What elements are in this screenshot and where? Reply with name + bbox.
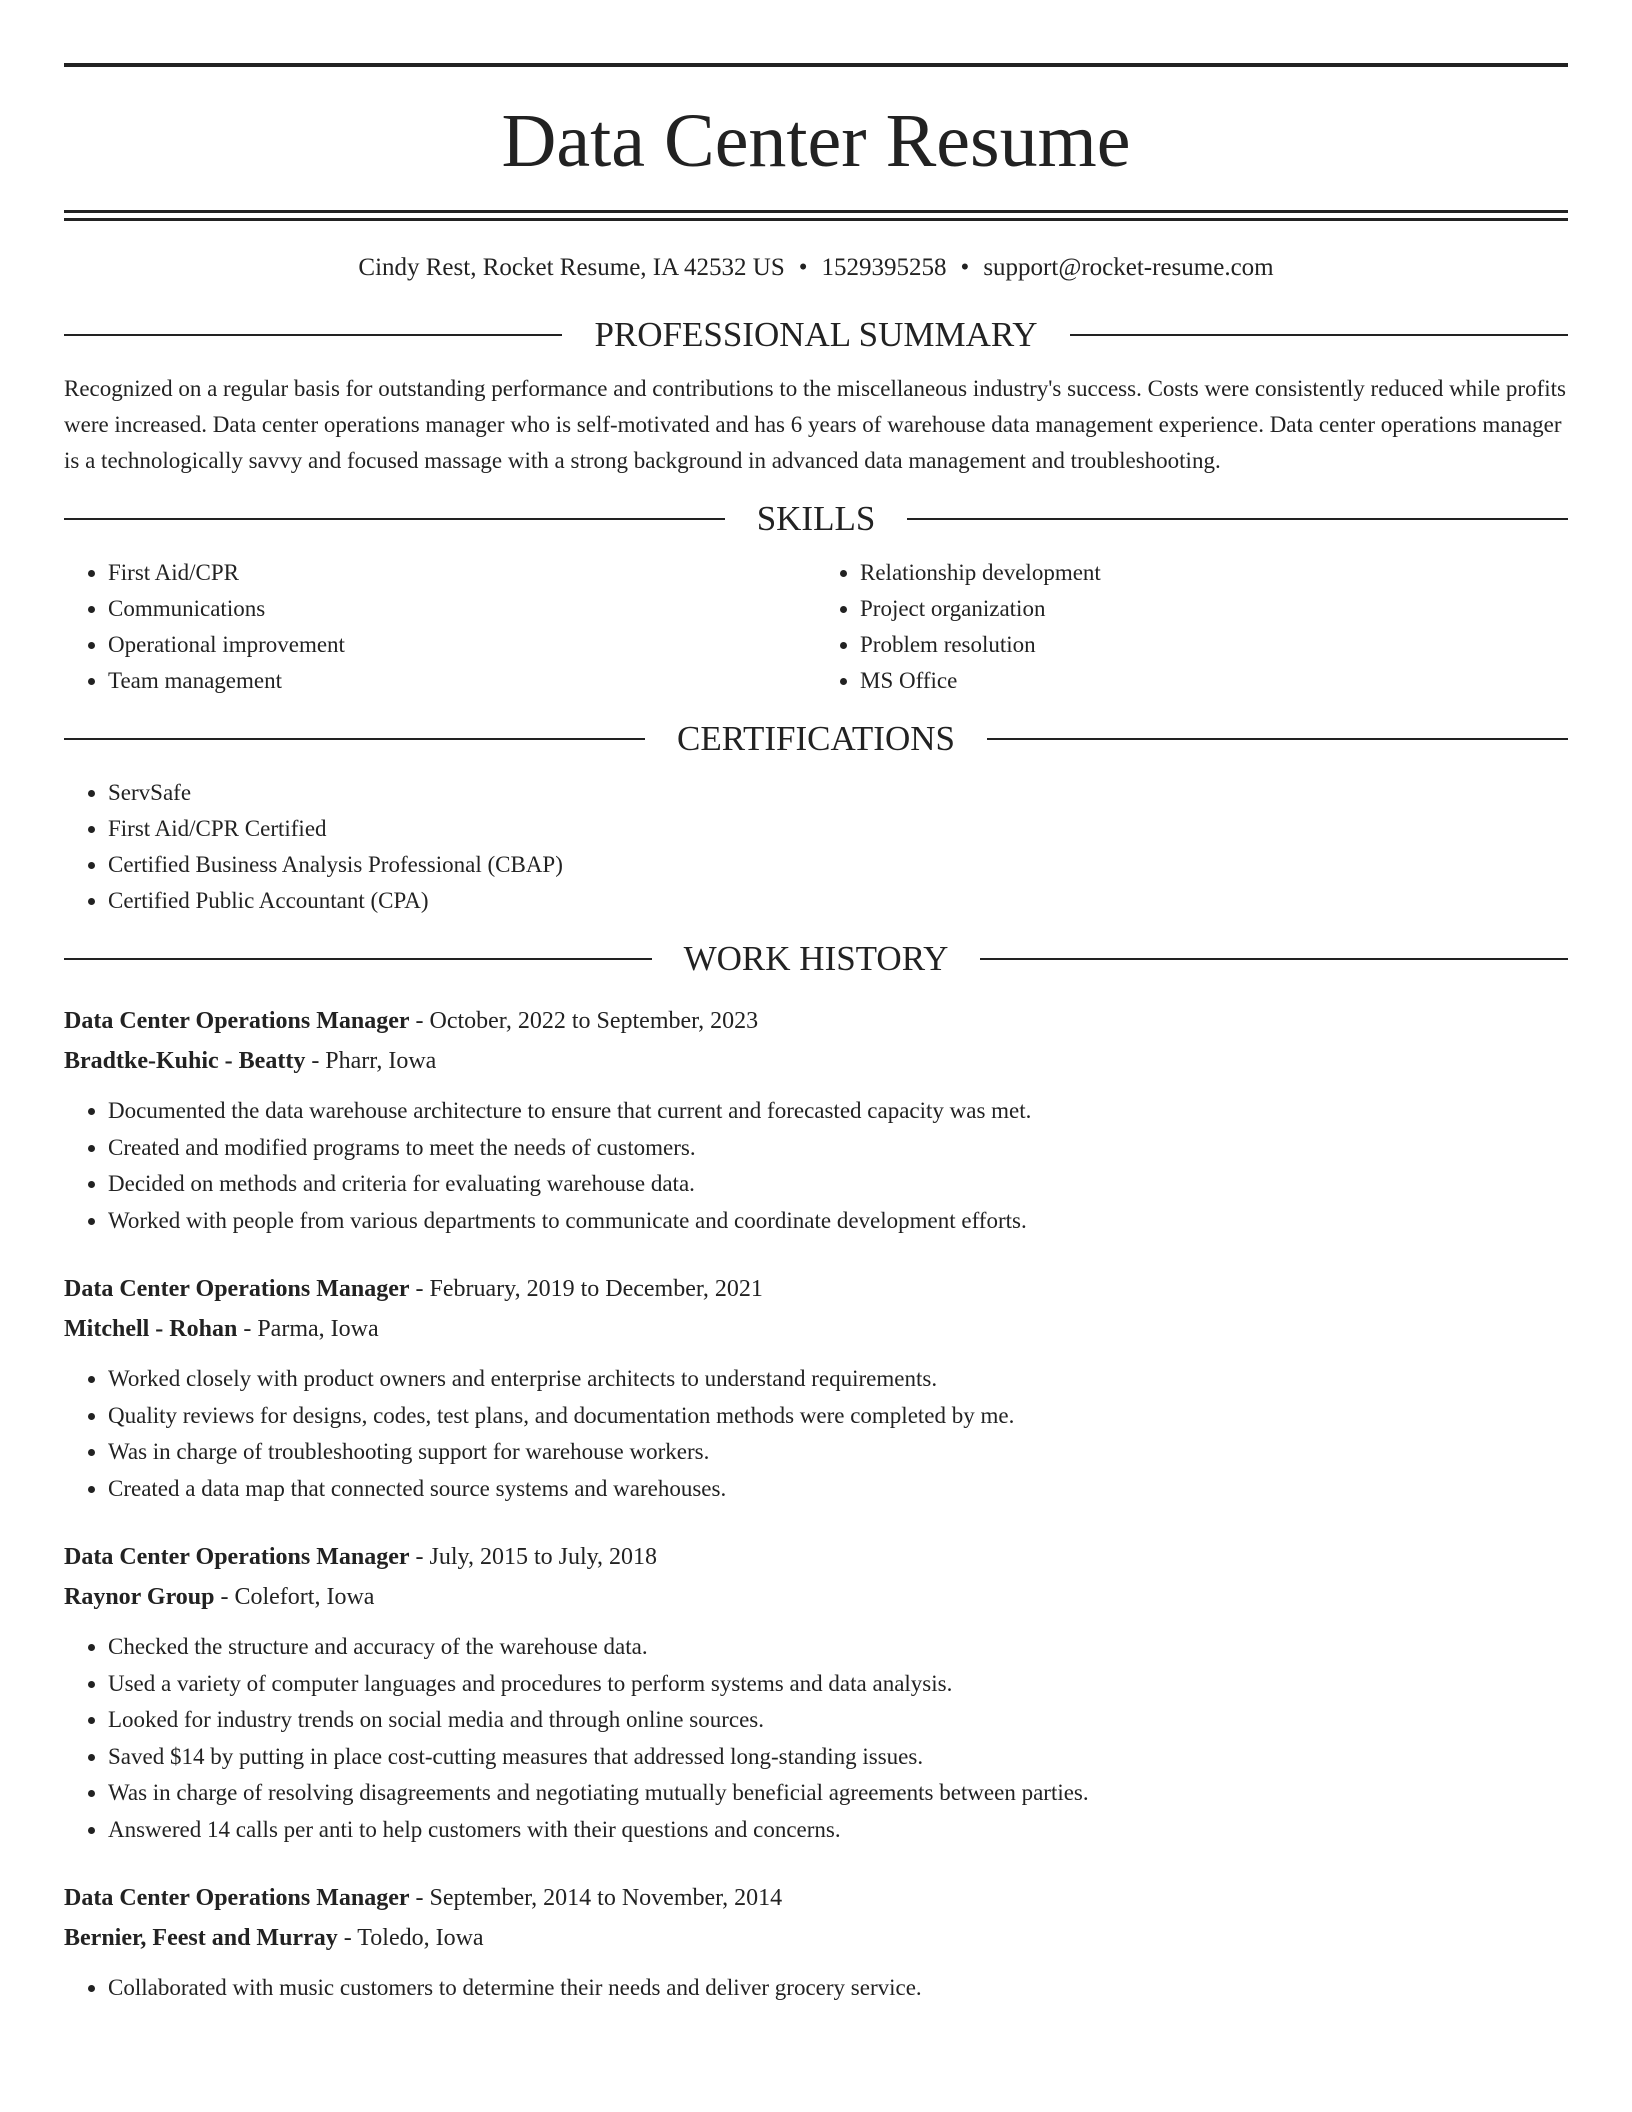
contact-separator: • [798,254,808,281]
skill-item: • Team management [108,663,816,699]
section-heading-work-history [64,937,1568,981]
document-title: Data Center Resume [501,99,1131,183]
contact-separator: • [960,254,970,281]
job-bullet: • Used a variety of computer languages and procedures to perform systems and data analysis. [108,1666,1568,1703]
job-entry [64,1269,1568,1507]
job-title-line [64,1537,1568,1577]
job-bullet: • Quality reviews for designs, codes, test plans, and documentation methods were completed by me. [108,1398,1568,1435]
contact-phone: 1529395258 [821,254,947,281]
job-location: - Parma, Iowa [237,1316,379,1342]
heading-rule-left [64,958,652,960]
job-bullets [64,1629,1568,1848]
skill-item: • Communications [108,591,816,627]
contact-address: Cindy Rest, Rocket Resume, IA 42532 US [358,254,785,281]
skill-item: • Relationship development [860,555,1568,591]
job-bullet: • Answered 14 calls per anti to help customers with their questions and concerns. [108,1812,1568,1849]
skill-item: • Project organization [860,591,1568,627]
heading-rule-right [1070,334,1568,336]
skills-list [64,555,1568,699]
job-company-line [64,1918,1568,1958]
certifications-list [64,775,1568,919]
section-heading-skills [64,497,1568,541]
job-title: Data Center Operations Manager [64,1008,410,1034]
skills-column-right [816,555,1568,699]
section-title: SKILLS [756,499,876,538]
job-dates: - October, 2022 to September, 2023 [409,1008,759,1034]
heading-rule-right [980,958,1568,960]
section-title: WORK HISTORY [683,939,949,978]
top-rule [64,63,1568,67]
skill-item: • Operational improvement [108,627,816,663]
job-company: Bernier, Feest and Murray [64,1925,338,1951]
section-title: PROFESSIONAL SUMMARY [594,315,1038,354]
skill-item: • MS Office [860,663,1568,699]
job-company: Bradtke-Kuhic - Beatty [64,1048,306,1074]
title-double-rule [64,210,1568,221]
skill-item: • First Aid/CPR [108,555,816,591]
job-bullet: • Collaborated with music customers to determine their needs and deliver grocery service. [108,1970,1568,2007]
job-entry [64,1878,1568,2007]
job-bullet: • Was in charge of troubleshooting support for warehouse workers. [108,1434,1568,1471]
job-entry [64,1537,1568,1848]
contact-email: support@rocket-resume.com [983,254,1274,281]
job-bullet: • Documented the data warehouse architecture to ensure that current and forecasted capacity was met. [108,1093,1568,1130]
certification-item: • First Aid/CPR Certified [108,811,1568,847]
job-bullet: • Decided on methods and criteria for evaluating warehouse data. [108,1166,1568,1203]
job-bullets [64,1361,1568,1507]
section-title: CERTIFICATIONS [677,719,955,758]
section-heading-summary [64,313,1568,357]
job-title-line [64,1878,1568,1918]
job-dates: - February, 2019 to December, 2021 [409,1276,763,1302]
job-bullet: • Worked with people from various departments to communicate and coordinate development efforts. [108,1203,1568,1240]
certification-item: • ServSafe [108,775,1568,811]
job-entry [64,1001,1568,1239]
summary-text: Recognized on a regular basis for outstanding performance and contributions to the miscellaneous industry's success. Costs were consistently reduced while profits were increased. Data center operations manager who is self-motivated and has 6 years of warehouse data management experience. Data center operations manager is a technologically savvy and focused massage with a strong background in advanced data management and troubleshooting. [64,376,1566,473]
certification-item: • Certified Public Accountant (CPA) [108,883,1568,919]
heading-rule-right [907,518,1568,520]
job-company-line [64,1577,1568,1617]
skills-column-left [64,555,816,699]
job-company: Mitchell - Rohan [64,1316,238,1342]
job-title: Data Center Operations Manager [64,1276,410,1302]
heading-rule-left [64,518,725,520]
job-bullet: • Created and modified programs to meet the needs of customers. [108,1130,1568,1167]
heading-rule-right [987,738,1568,740]
job-title: Data Center Operations Manager [64,1544,410,1570]
job-bullet: • Worked closely with product owners and enterprise architects to understand requirements. [108,1361,1568,1398]
job-bullet: • Looked for industry trends on social media and through online sources. [108,1702,1568,1739]
job-dates: - September, 2014 to November, 2014 [409,1885,783,1911]
job-title-line [64,1001,1568,1041]
job-location: - Toledo, Iowa [337,1925,484,1951]
heading-rule-left [64,738,645,740]
contact-line [64,251,1568,285]
job-title: Data Center Operations Manager [64,1885,410,1911]
heading-rule-left [64,334,562,336]
job-company-line [64,1041,1568,1081]
job-location: - Colefort, Iowa [214,1584,375,1610]
certification-item: • Certified Business Analysis Professional (CBAP) [108,847,1568,883]
resume-page [64,63,1568,2007]
job-company-line [64,1309,1568,1349]
job-bullet: • Saved $14 by putting in place cost-cutting measures that addressed long-standing issues. [108,1739,1568,1776]
skill-item: • Problem resolution [860,627,1568,663]
job-location: - Pharr, Iowa [305,1048,437,1074]
job-title-line [64,1269,1568,1309]
section-heading-certifications [64,717,1568,761]
job-bullet: • Checked the structure and accuracy of the warehouse data. [108,1629,1568,1666]
job-bullet: • Created a data map that connected source systems and warehouses. [108,1471,1568,1508]
job-dates: - July, 2015 to July, 2018 [409,1544,658,1570]
job-bullet: • Was in charge of resolving disagreements and negotiating mutually beneficial agreements between parties. [108,1775,1568,1812]
job-company: Raynor Group [64,1584,215,1610]
job-bullets [64,1093,1568,1239]
job-bullets [64,1970,1568,2007]
